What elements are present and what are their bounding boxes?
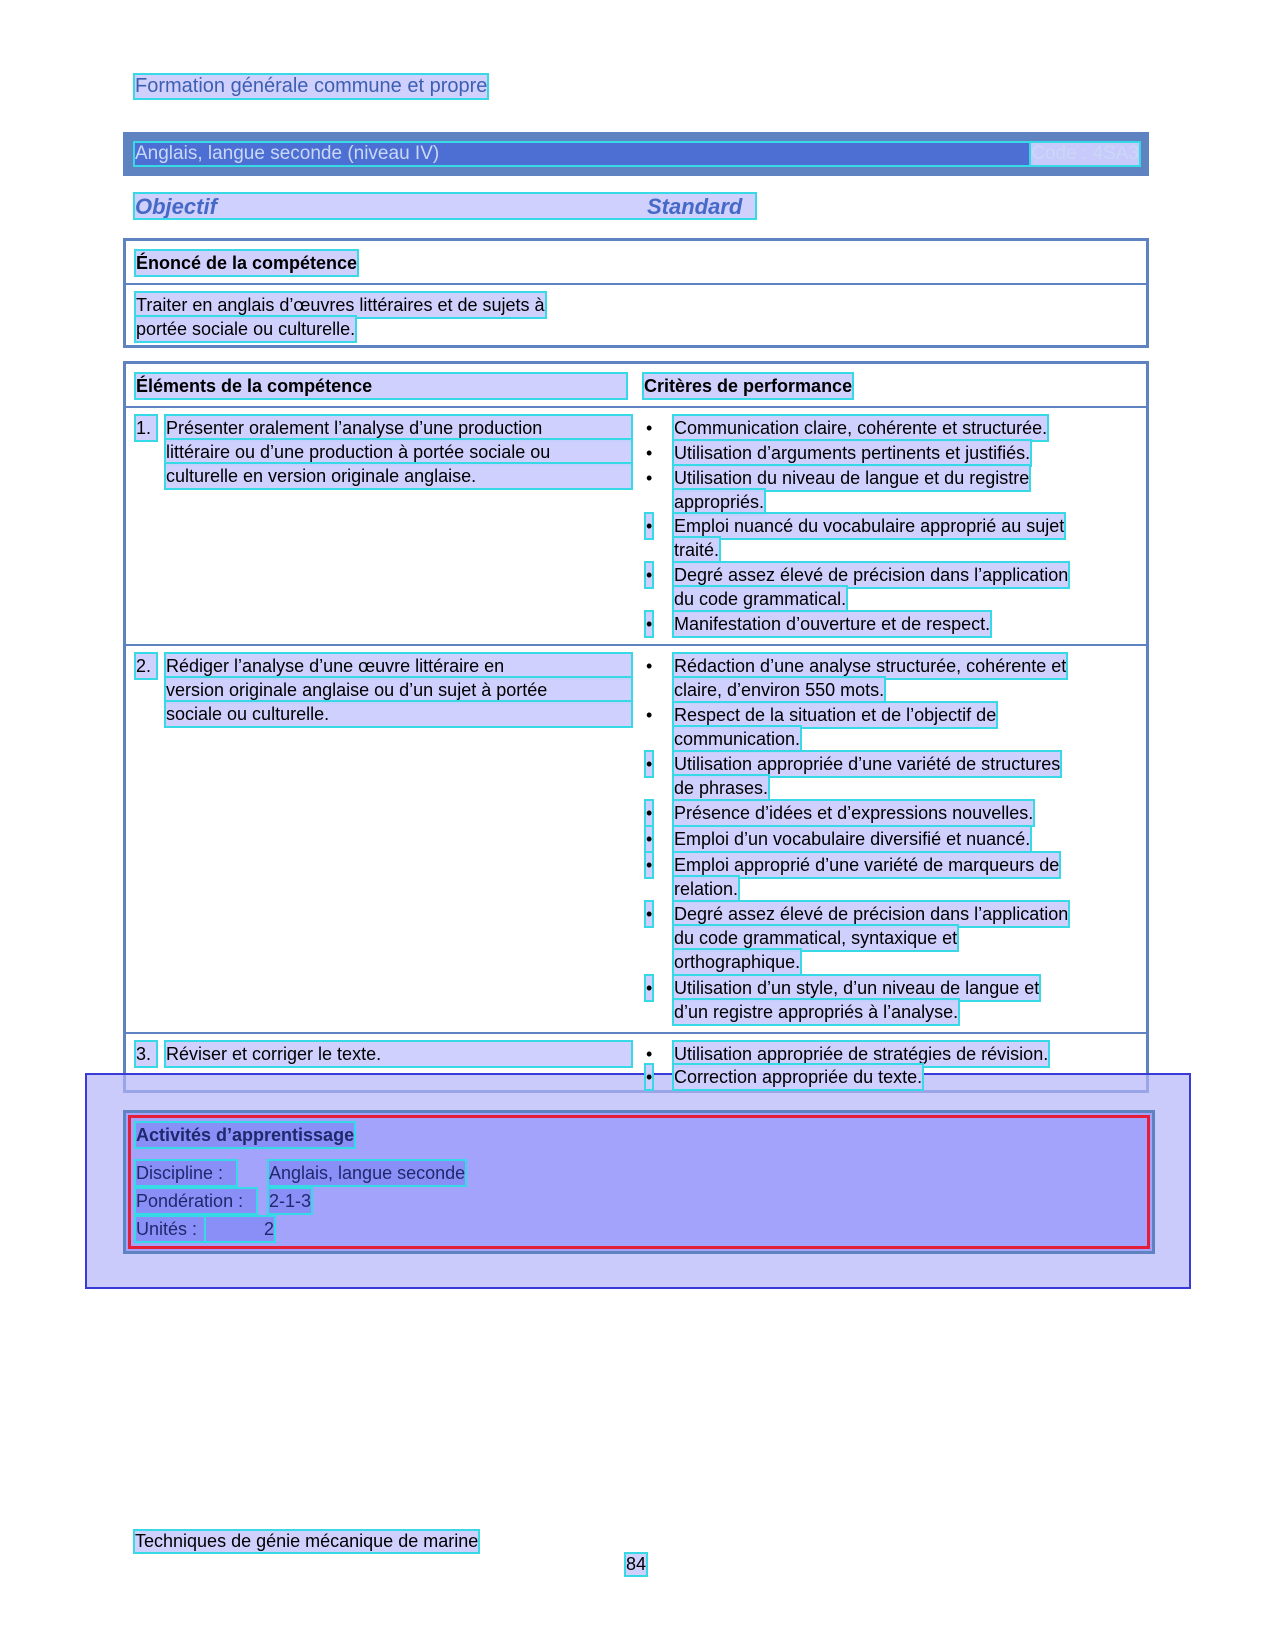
col-header-elements: Éléments de la compétence bbox=[136, 374, 626, 398]
objective-row bbox=[135, 194, 755, 218]
criterion-line: relation. bbox=[674, 879, 739, 899]
divider bbox=[126, 1032, 1146, 1034]
criterion-line: Utilisation d’un style, d’un niveau de langue et bbox=[674, 978, 1040, 998]
criterion-line: Utilisation du niveau de langue et du registre bbox=[674, 468, 1030, 488]
element-line: Rédiger l’analyse d’une œuvre littéraire en bbox=[166, 654, 631, 678]
competence-line: portée sociale ou culturelle. bbox=[136, 319, 356, 339]
element-line: Réviser et corriger le texte. bbox=[166, 1042, 631, 1066]
criterion-line: Manifestation d’ouverture et de respect. bbox=[674, 614, 991, 634]
bullet: • bbox=[646, 443, 653, 463]
bullet: • bbox=[646, 565, 653, 585]
footer-program: Techniques de génie mécanique de marine bbox=[135, 1531, 479, 1551]
bullet: • bbox=[646, 656, 653, 676]
criterion-line: claire, d’environ 550 mots. bbox=[674, 680, 885, 700]
bullet: • bbox=[646, 705, 653, 725]
element-number: 3. bbox=[136, 1042, 156, 1066]
ponderation-label: Pondération : bbox=[136, 1189, 256, 1213]
bullet: • bbox=[646, 829, 653, 849]
divider bbox=[126, 644, 1146, 646]
bullet: • bbox=[646, 855, 653, 875]
criterion-line: du code grammatical. bbox=[674, 589, 847, 609]
bullet: • bbox=[646, 418, 653, 438]
element-line: Présenter oralement l’analyse d’une production bbox=[166, 416, 631, 440]
course-title: Anglais, langue seconde (niveau IV) bbox=[135, 143, 1035, 165]
activities-heading: Activités d’apprentissage bbox=[136, 1125, 355, 1145]
unites-value: 2 bbox=[206, 1217, 274, 1241]
criterion-line: Correction appropriée du texte. bbox=[674, 1067, 923, 1087]
bullet: • bbox=[646, 754, 653, 774]
competence-box bbox=[123, 238, 1149, 348]
course-title-band bbox=[123, 132, 1149, 176]
criterion-line: Utilisation d’arguments pertinents et justifiés. bbox=[674, 443, 1031, 463]
criterion-line: Respect de la situation et de l’objectif de bbox=[674, 705, 997, 725]
criterion-line: communication. bbox=[674, 729, 801, 749]
criterion-line: Emploi nuancé du vocabulaire approprié au sujet bbox=[674, 516, 1065, 536]
criterion-line: Rédaction d’une analyse structurée, cohérente et bbox=[674, 656, 1067, 676]
criterion-line: Degré assez élevé de précision dans l’application bbox=[674, 904, 1069, 924]
element-line: littéraire ou d’une production à portée sociale ou bbox=[166, 440, 631, 464]
bullet: • bbox=[646, 516, 653, 536]
criterion-line: appropriés. bbox=[674, 492, 765, 512]
unites-label: Unités : bbox=[136, 1217, 206, 1241]
bullet: • bbox=[646, 1067, 653, 1087]
element-line: culturelle en version originale anglaise. bbox=[166, 464, 631, 488]
element-line: version originale anglaise ou d’un sujet à portée bbox=[166, 678, 631, 702]
col-header-criteria: Critères de performance bbox=[644, 376, 853, 396]
bullet: • bbox=[646, 904, 653, 924]
criterion-line: Présence d’idées et d’expressions nouvelles. bbox=[674, 803, 1034, 823]
element-line: sociale ou culturelle. bbox=[166, 702, 631, 726]
criterion-line: du code grammatical, syntaxique et bbox=[674, 928, 958, 948]
discipline-value: Anglais, langue seconde bbox=[269, 1163, 466, 1183]
criterion-line: Emploi approprié d’une variété de marqueurs de bbox=[674, 855, 1060, 875]
criterion-line: de phrases. bbox=[674, 778, 769, 798]
objective-label: Objectif bbox=[135, 194, 217, 219]
page-header: Formation générale commune et propre bbox=[135, 75, 488, 97]
elements-table bbox=[123, 361, 1149, 1093]
divider bbox=[126, 406, 1146, 408]
competence-line: Traiter en anglais d’œuvres littéraires et de sujets à bbox=[136, 295, 545, 315]
criterion-line: Degré assez élevé de précision dans l’application bbox=[674, 565, 1069, 585]
ponderation-value: 2-1-3 bbox=[269, 1191, 312, 1211]
criterion-line: d’un registre appropriés à l’analyse. bbox=[674, 1002, 959, 1022]
course-code: Code : 4SA3 bbox=[1031, 143, 1139, 164]
page-number: 84 bbox=[626, 1554, 647, 1574]
criterion-line: Utilisation appropriée de stratégies de révision. bbox=[674, 1044, 1049, 1064]
discipline-label: Discipline : bbox=[136, 1161, 236, 1185]
bullet: • bbox=[646, 978, 653, 998]
criterion-line: orthographique. bbox=[674, 952, 801, 972]
criterion-line: traité. bbox=[674, 540, 720, 560]
bullet: • bbox=[646, 468, 653, 488]
bullet: • bbox=[646, 803, 653, 823]
bullet: • bbox=[646, 614, 653, 634]
criterion-line: Communication claire, cohérente et structurée. bbox=[674, 418, 1048, 438]
element-number: 1. bbox=[136, 416, 156, 440]
activities-box bbox=[123, 1110, 1155, 1254]
criterion-line: Emploi d’un vocabulaire diversifié et nuancé. bbox=[674, 829, 1031, 849]
divider bbox=[126, 283, 1146, 285]
bullet: • bbox=[646, 1044, 653, 1064]
competence-heading: Énoncé de la compétence bbox=[136, 253, 358, 273]
criterion-line: Utilisation appropriée d’une variété de structures bbox=[674, 754, 1061, 774]
standard-label: Standard bbox=[647, 194, 743, 219]
element-number: 2. bbox=[136, 654, 156, 678]
